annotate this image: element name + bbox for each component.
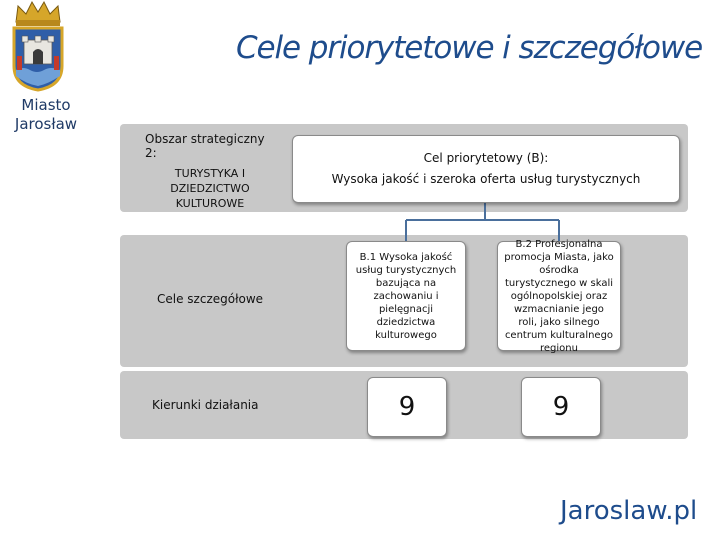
strategic-area-name: TURYSTYKA I DZIEDZICTWO KULTUROWE [170, 167, 250, 210]
priority-goal-box [292, 135, 680, 203]
action-directions-row-label: Kierunki działania [152, 398, 259, 412]
specific-goals-row-label: Cele szczegółowe [157, 292, 264, 306]
specific-goal-b1-box: B.1 Wysoka jakość usług turystycznych bazująca na zachowaniu i pielęgnacji dziedzictwa kulturowego [346, 241, 466, 351]
action-directions-b1-count: 9 [367, 377, 447, 437]
footer-site-link[interactable]: Jaroslaw.pl [560, 496, 698, 526]
specific-goal-b2-box: B.2 Profesjonalna promocja Miasta, jako ośrodka turystycznego w skali ogólnopolskiej oraz wzmacnianie jego roli, jako silnego centrum kulturalnego regionu [497, 241, 621, 351]
page-title: Cele priorytetowe i szczegółowe [236, 30, 703, 66]
strategic-area-heading: Obszar strategiczny 2: [145, 132, 265, 160]
priority-goal-text: Wysoka jakość i szeroka oferta usług turystycznych [331, 172, 641, 186]
action-directions-b2-count: 9 [521, 377, 601, 437]
priority-goal-heading: Cel priorytetowy (B): [423, 151, 549, 165]
city-label: Miasto Jarosław [14, 96, 78, 133]
